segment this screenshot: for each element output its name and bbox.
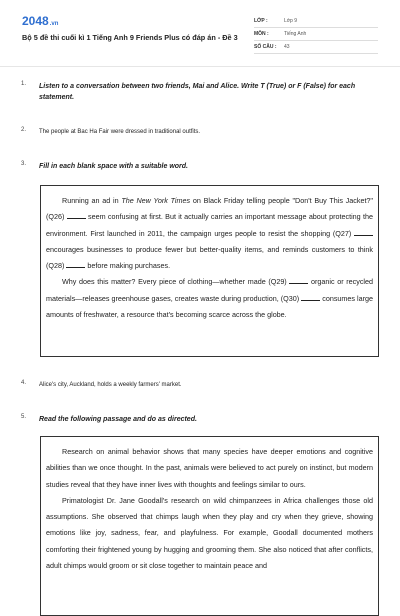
site-logo[interactable] [22, 14, 58, 28]
blank-q28[interactable] [66, 261, 85, 268]
passage-italic: The New York Times [121, 196, 191, 205]
blank-q29[interactable] [289, 277, 308, 284]
question-text: Listen to a conversation between two friends, Mai and Alice. Write T (True) or F (False) for each statement. [39, 83, 356, 101]
meta-count [254, 42, 378, 54]
passage-text: seem confusing at first. But it actually carries an important message about protecting the environment. First launched in 2011, the campaign urges people to resist the shopping (Q27) [46, 212, 373, 238]
passage-paragraph [46, 193, 373, 274]
passage-box-cloze [40, 185, 379, 357]
page-title: Bộ 5 đề thi cuối kì 1 Tiếng Anh 9 Friends Plus có đáp án - Đề 3 [22, 33, 238, 42]
page-header [0, 0, 400, 68]
question-number: 1. [21, 81, 27, 87]
meta-subject [254, 29, 378, 41]
passage-text: Running an ad in [62, 196, 122, 205]
passage-text: before making purchases. [85, 261, 171, 271]
meta-subject-value: Tiếng Anh [284, 31, 307, 37]
logo-suffix: .vn [49, 21, 59, 27]
passage-paragraph: Primatologist Dr. Jane Goodall's research on wild chimpanzees in Africa challenges those old assumptions. She observed that chimps laugh when they play and cry when they grieve, showing emotions like joy, sadness, fear, and playfulness. For example, Goodall documented mothers comforting their frightened young by hugging and grooming them. She also noticed that after conflicts, adult chimps would groom or sit close together to maintain peace and [46, 495, 373, 571]
question-text: Read the following passage and do as directed. [39, 416, 197, 423]
passage-box-reading [40, 436, 379, 616]
blank-q27[interactable] [354, 229, 373, 236]
blank-q26[interactable] [67, 212, 86, 219]
meta-class-value: Lớp 9 [284, 18, 298, 24]
passage-paragraph [46, 274, 373, 323]
meta-class [254, 16, 378, 28]
passage-text: Why does this matter? Every piece of clothing—whether made (Q29) [62, 277, 290, 287]
header-divider [0, 66, 400, 67]
passage-text: consumes large amounts of freshwater, a resource that's becoming scarce across the globe. [46, 293, 374, 320]
meta-count-value: 43 [284, 44, 290, 50]
question-number: 3. [21, 161, 27, 167]
question-number: 2. [21, 127, 27, 133]
passage-text: organic or recycled materials—releases greenhouse gases, creates waste during production, (Q30) [46, 277, 374, 303]
passage-paragraph: Research on animal behavior shows that many species have deeper emotions and cognitive abilities than we once thought. In the past, animals were believed to act purely on instinct, but modern studies reveal that they have inner lives with thoughts and feelings similar to ours. [46, 447, 373, 489]
question-number: 5. [21, 414, 27, 420]
meta-subject-label: MÔN : [254, 31, 269, 37]
question-text: Fill in each blank space with a suitable word. [39, 163, 188, 170]
logo-text: 2048 [22, 14, 49, 28]
meta-class-label: LỚP : [254, 18, 268, 24]
question-text: The people at Bac Ha Fair were dressed in traditional outfits. [39, 129, 201, 135]
passage-text: on Black Friday telling people "Don't Buy This Jacket?" (Q26) [46, 196, 373, 222]
question-text: Alice's city, Auckland, holds a weekly farmers' market. [39, 382, 182, 388]
meta-count-label: SỐ CÂU : [254, 44, 277, 50]
question-number: 4. [21, 380, 27, 386]
passage-text: encourages businesses to produce fewer but better-quality items, and reminds customers to think (Q28) [46, 244, 373, 271]
blank-q30[interactable] [301, 294, 320, 301]
